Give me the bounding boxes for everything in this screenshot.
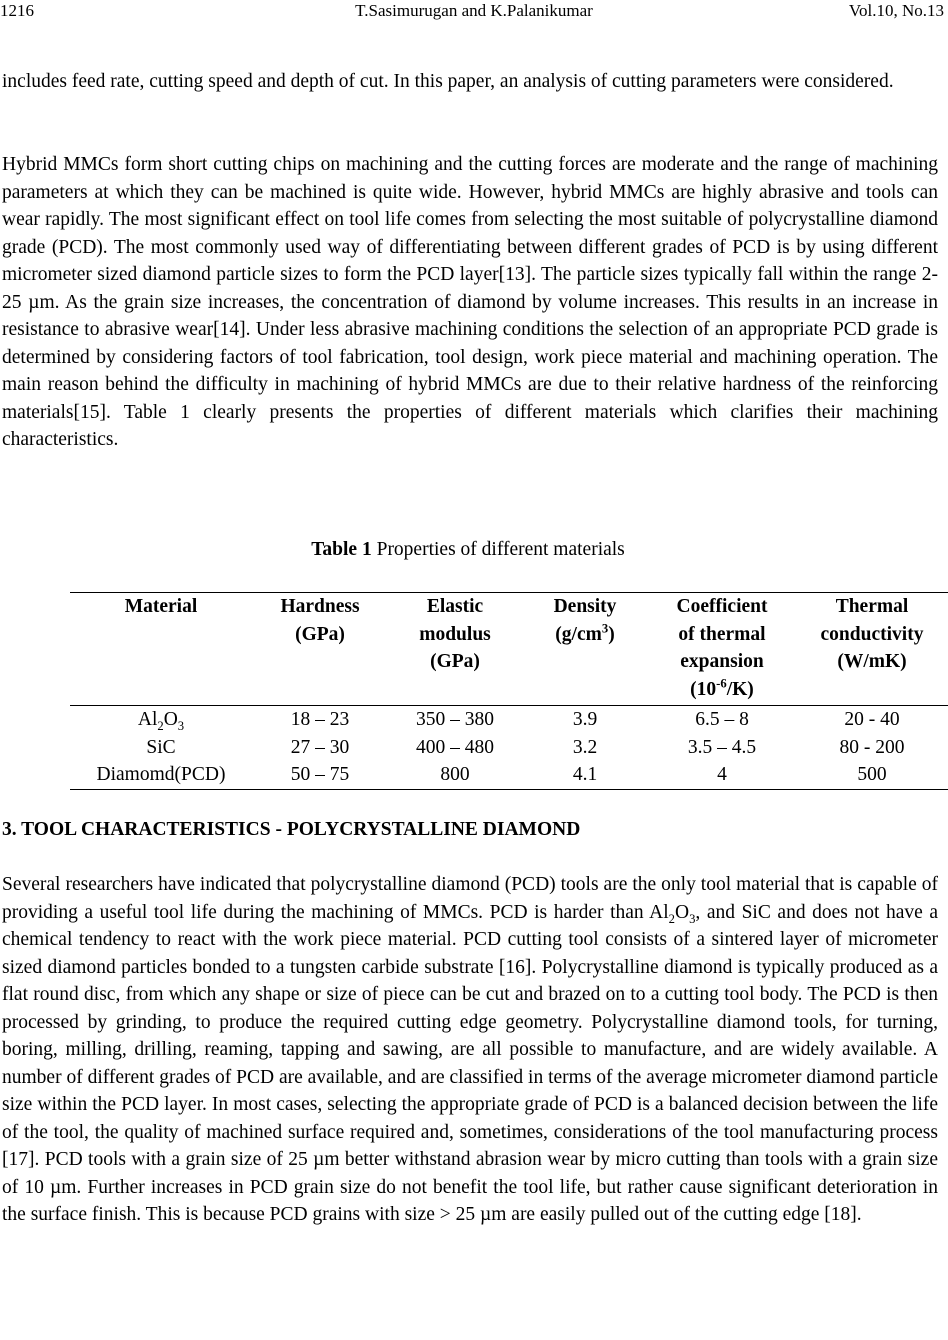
header-hardness: Hardness (GPa) xyxy=(280,596,360,645)
cell-material: SiC xyxy=(146,736,176,758)
page-number: 1216 xyxy=(0,1,34,20)
cell-elastic-modulus: 800 xyxy=(440,764,470,785)
section-heading: 3. TOOL CHARACTERISTICS - POLYCRYSTALLINE DIAMOND xyxy=(2,819,581,840)
cell-material: Diamomd(PCD) xyxy=(96,764,226,785)
cell-material: $Al_2O_3$ xyxy=(137,709,185,733)
header-material: Material xyxy=(124,596,198,617)
cell-thermal-expansion: 3.5 – 4.5 xyxy=(687,736,757,758)
paragraph-hybrid-mmcs: Hybrid MMCs form short cutting chips on machining and the cutting forces are moderate and the range of machining parameters at which they can be machined is quite wide. However, hybrid MMCs are highly abrasive and tools can wear rapidly. The most significant effect on tool life comes from selecting the most suitable of polycrystalline diamond grade (PCD). The most commonly used way of differentiating between different grades of PCD is by using different micrometer sized diamond particle sizes to form the PCD layer[13]. The particle sizes typically fall within the range 2-25 µm. As the grain size increases, the concentration of diamond by volume increases. This results in an increase in resistance to abrasive wear[14]. Under less abrasive machining conditions the selection of an appropriate PCD grade is determined by considering factors of tool fabrication, tool design, work piece material and machining operation. The main reason behind the difficulty in machining of hybrid MMCs are due to their relative hardness of the reinforcing materials[15]. Table 1 clearly presents the properties of different materials which clarifies their machining characteristics. xyxy=(2,154,938,450)
paragraph-intro-continued: includes feed rate, cutting speed and depth of cut. In this paper, an analysis of cutting parameters were considered. xyxy=(2,71,894,92)
cell-density: 3.9 xyxy=(572,709,598,730)
header-elastic-modulus: Elastic modulus (GPa) xyxy=(419,596,491,672)
cell-hardness: 27 – 30 xyxy=(290,736,350,758)
cell-density: 4.1 xyxy=(572,764,598,785)
table-row xyxy=(70,761,948,789)
table-caption-text: Properties of different materials xyxy=(371,539,625,560)
cell-thermal-expansion: 6.5 – 8 xyxy=(695,709,749,730)
cell-elastic-modulus: 350 – 380 xyxy=(416,709,494,730)
cell-density: 3.2 xyxy=(572,736,598,758)
cell-thermal-conductivity: 500 xyxy=(857,764,887,785)
header-volume: Vol.10, No.13 xyxy=(848,1,944,20)
cell-thermal-conductivity: 20 - 40 xyxy=(844,709,900,730)
cell-thermal-conductivity: 80 - 200 xyxy=(839,736,905,758)
properties-table xyxy=(70,592,948,790)
running-header xyxy=(0,0,948,22)
table-caption-label: Table 1 xyxy=(311,539,372,560)
table-row xyxy=(70,734,948,762)
paragraph-pcd-tools: Several researchers have indicated that polycrystalline diamond (PCD) tools are the only tool material that is capable of providing a useful tool life during the machining of MMCs. PCD is harder than $Al_2O_3$, and SiC and does not have a chemical tendency to react with the work piece material. PCD cutting tool consists of a sintered layer of micrometer sized diamond particles bonded to a tungsten carbide substrate [16]. Polycrystalline diamond is typically produced as a flat round disc, from which any shape or size of piece can be cut and brazed on to a cutting tool body. The PCD is then processed by grinding, to produce the required cutting edge geometry. Polycrystalline diamond tools, for turning, boring, milling, drilling, reaming, tapping and sawing, are all possible to manufacture, and are widely available. A number of different grades of PCD are available, and are classified in terms of the average micrometer diamond particle size within the PCD layer. In most cases, selecting the appropriate grade of PCD is a balanced decision between the life of the tool, the quality of machined surface required and, sometimes, considerations of the tool manufacturing process [17]. PCD tools with a grain size of 25 µm better withstand abrasion wear by micro cutting than tools with a grain size of 10 µm. Further increases in PCD grain size do not benefit the tool life, but rather cause significant deterioration in the surface finish. This is because PCD grains with size > 25 µm are easily pulled out of the cutting edge [18]. xyxy=(2,874,938,1225)
header-thermal-conductivity: Thermal conductivity (W/mK) xyxy=(820,596,924,672)
cell-hardness: 18 – 23 xyxy=(290,709,350,730)
table-row xyxy=(70,706,948,734)
cell-hardness: 50 – 75 xyxy=(290,764,350,785)
table-caption xyxy=(0,536,936,564)
cell-elastic-modulus: 400 – 480 xyxy=(416,736,494,758)
header-authors: T.Sasimurugan and K.Palanikumar xyxy=(355,1,593,20)
header-thermal-expansion: Coefficient of thermal expansion $(10^{-6}/K)$ xyxy=(676,596,768,700)
header-density: Density $(g/cm^3)$ xyxy=(553,596,617,645)
table-header-row xyxy=(70,593,948,706)
cell-thermal-expansion: 4 xyxy=(717,764,727,785)
